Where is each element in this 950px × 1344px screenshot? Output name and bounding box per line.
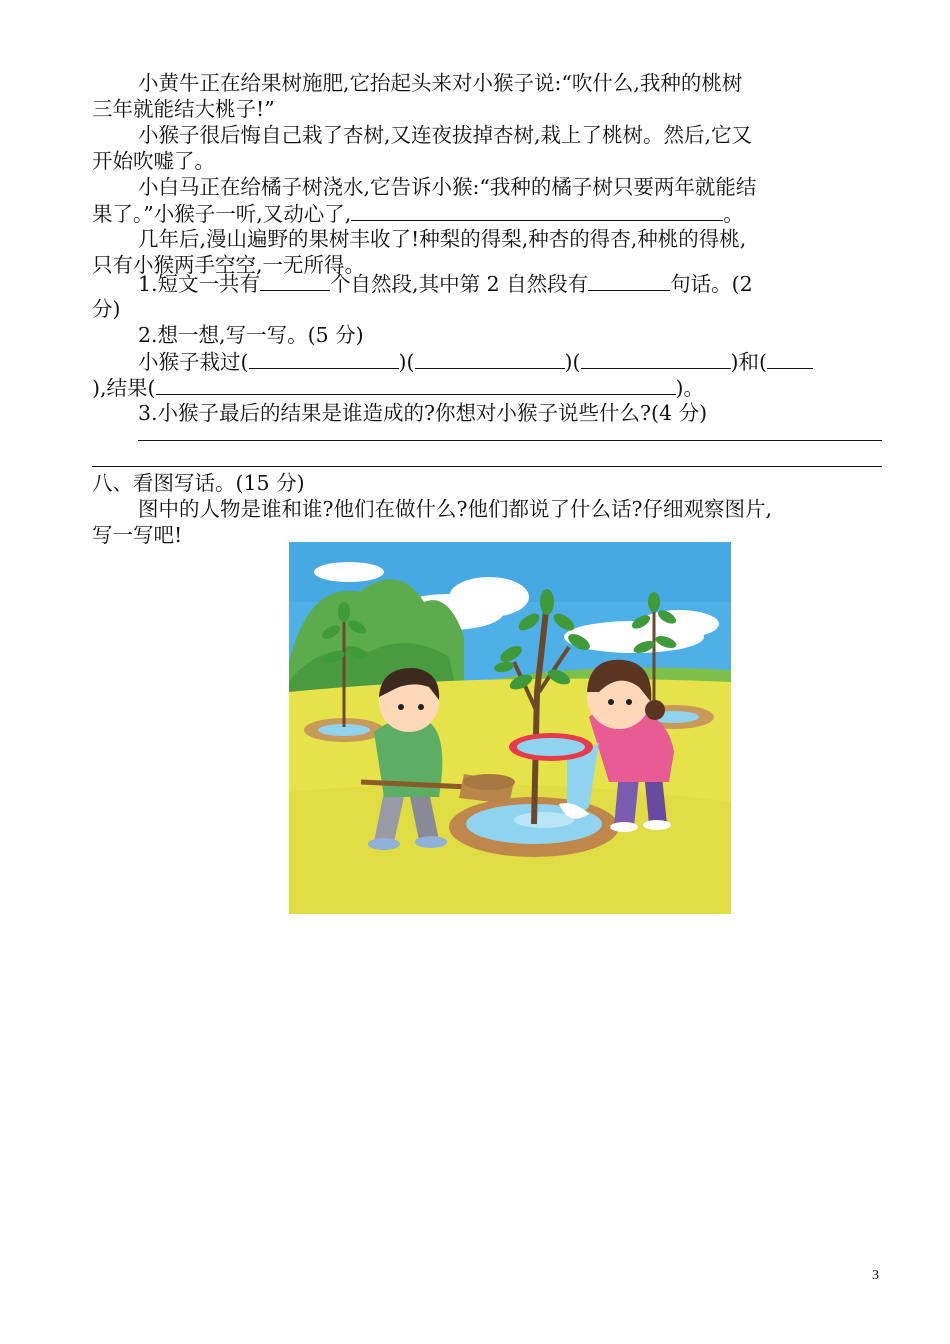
question-3: 3.小猴子最后的结果是谁造成的?你想对小猴子说些什么?(4 分) — [138, 401, 708, 425]
question-text: 个自然段,其中第 2 自然段有 — [330, 272, 589, 296]
question-1-cont: 分) — [92, 297, 121, 321]
answer-line[interactable] — [138, 440, 882, 441]
section-8-prompt: 图中的人物是谁和谁?他们在做什么?他们都说了什么话?仔细观察图片, — [138, 497, 772, 521]
page-number: 3 — [872, 1268, 879, 1283]
section-8-title: 八、看图写话。(15 分) — [92, 471, 305, 495]
question-1 — [138, 270, 938, 297]
question-2-title: 2.想一想,写一写。(5 分) — [138, 323, 364, 347]
answer-blank[interactable] — [249, 348, 399, 369]
story-line: 开始吹嘘了。 — [92, 149, 215, 173]
planting-trees-illustration — [289, 542, 731, 914]
question-text: 小猴子栽过( — [138, 350, 249, 374]
answer-line[interactable] — [92, 466, 882, 467]
answer-blank[interactable] — [588, 270, 670, 291]
answer-blank[interactable] — [415, 348, 565, 369]
answer-blank[interactable] — [767, 348, 813, 369]
story-line: 小猴子很后悔自己栽了杏树,又连夜拔掉杏树,栽上了桃树。然后,它又 — [138, 123, 753, 147]
answer-blank[interactable] — [351, 200, 723, 221]
question-text: )( — [564, 350, 581, 374]
section-8-prompt: 写一写吧! — [92, 523, 183, 547]
story-text: 果了。”小猴子一听,又动心了, — [92, 202, 352, 226]
question-text: )( — [398, 350, 415, 374]
question-text: )。 — [675, 376, 705, 400]
story-line: 几年后,漫山遍野的果树丰收了!种梨的得梨,种杏的得杏,种桃的得桃, — [138, 227, 747, 251]
answer-blank[interactable] — [260, 270, 330, 291]
story-line: 小黄牛正在给果树施肥,它抬起头来对小猴子说:“吹什么,我种的桃树 — [138, 71, 743, 95]
question-text: 句话。(2 — [670, 272, 753, 296]
answer-blank[interactable] — [156, 374, 676, 395]
question-text: ),结果( — [92, 376, 156, 400]
answer-blank[interactable] — [581, 348, 731, 369]
story-line: 只有小猴两手空空,一无所得。 — [92, 253, 366, 277]
story-line: 三年就能结大桃子!” — [92, 97, 275, 121]
question-2-cont — [92, 374, 892, 401]
question-text: )和( — [730, 350, 767, 374]
question-text: 1.短文一共有 — [138, 272, 261, 296]
story-text: 。 — [723, 202, 744, 226]
question-2 — [138, 348, 938, 375]
story-line — [92, 200, 892, 227]
story-line: 小白马正在给橘子树浇水,它告诉小猴:“我种的橘子树只要两年就能结 — [138, 175, 757, 199]
